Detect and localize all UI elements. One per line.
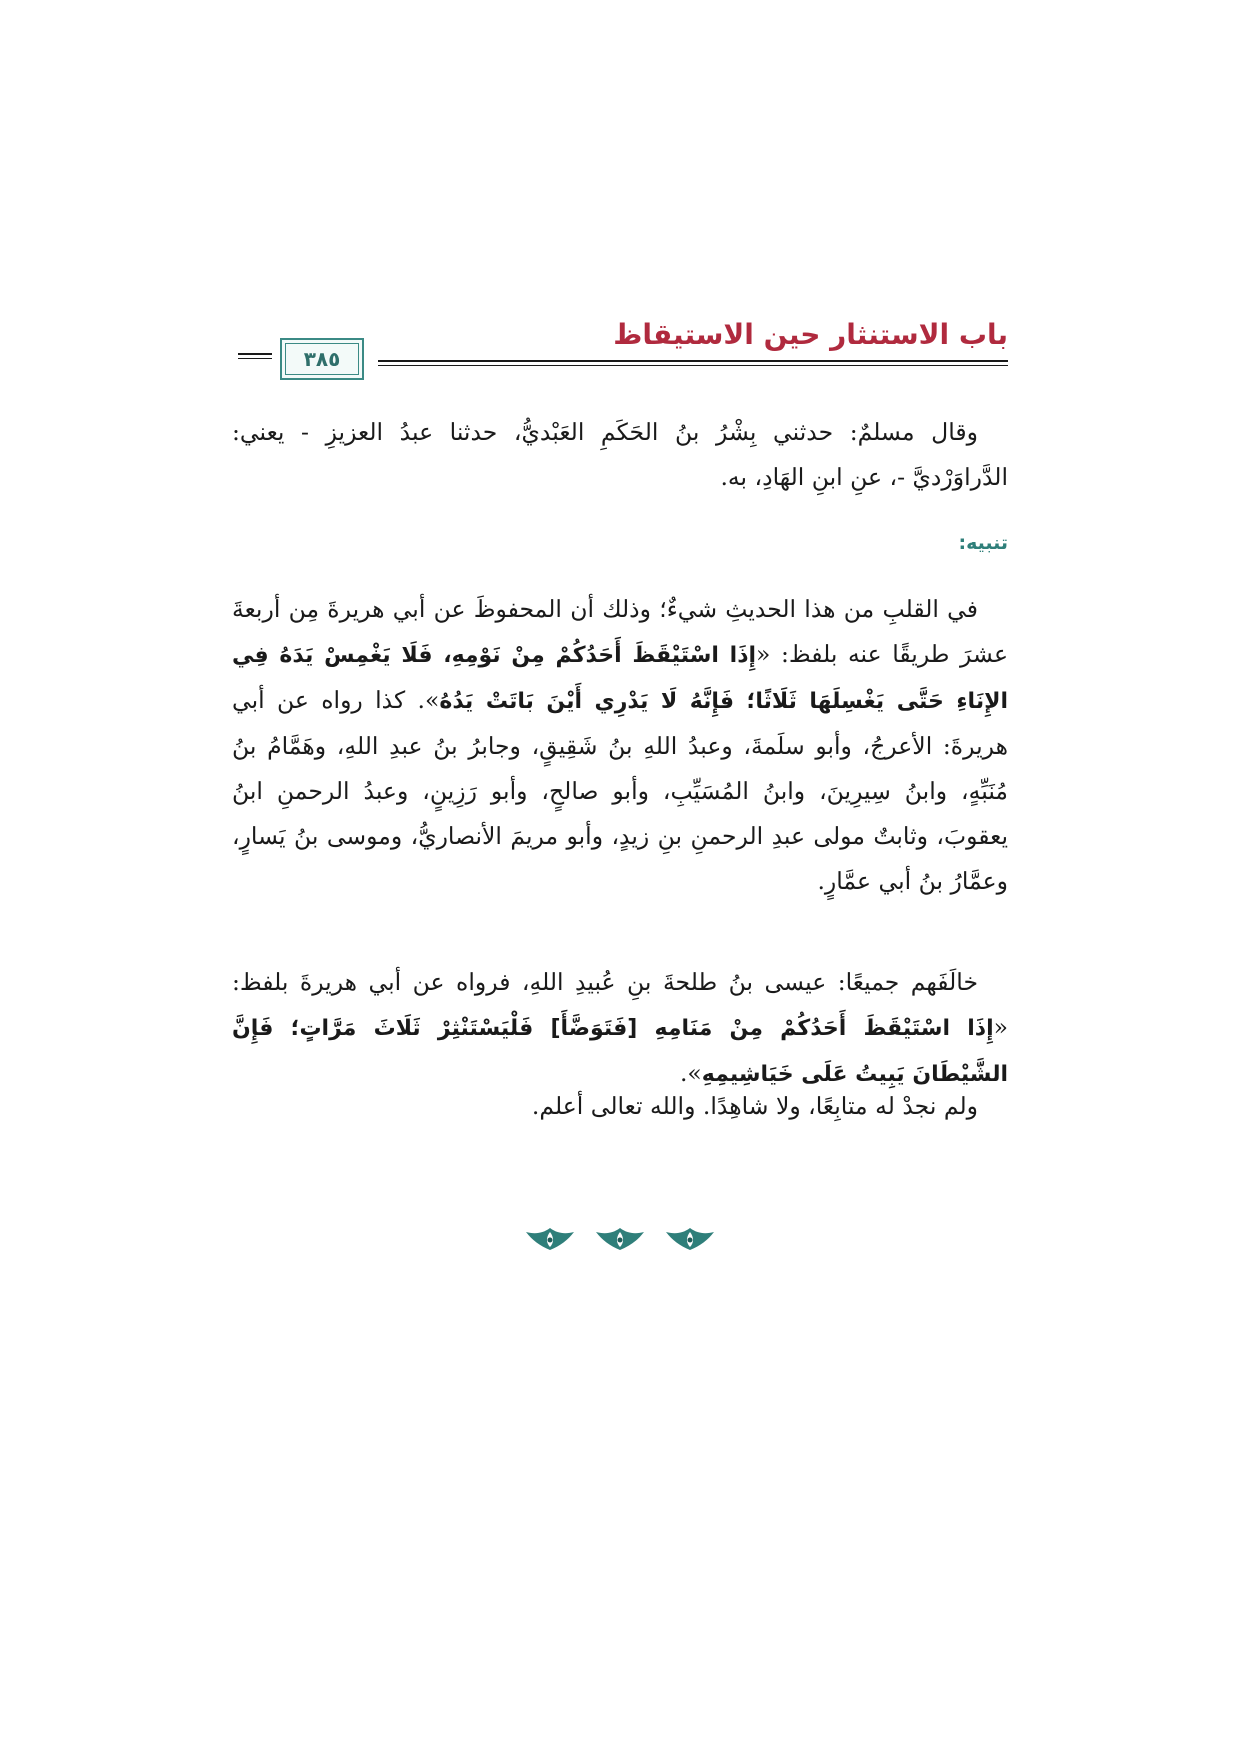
header-rule-right-top bbox=[378, 360, 1008, 362]
section-end-ornament bbox=[0, 1224, 1240, 1254]
note-heading: تنبيه: bbox=[958, 532, 1008, 554]
floral-ornament-icon bbox=[524, 1224, 576, 1254]
paragraph-divergence-intro: خالَفَهم جميعًا: عيسى بنُ طلحةَ بنِ عُبيدِ اللهِ، فرواه عن أبي هريرةَ بلفظ: « bbox=[232, 968, 1008, 1041]
page-number: ٣٨٥ bbox=[303, 347, 341, 371]
paragraph-isnad: وقال مسلمٌ: حدثني بِشْرُ بنُ الحَكَمِ العَبْديُّ، حدثنا عبدُ العزيزِ - يعني: الدَّراوَرْديَّ -، عنِ ابنِ الهَادِ، به. bbox=[232, 418, 1008, 491]
page-header bbox=[238, 318, 1008, 388]
paragraph-note bbox=[232, 587, 1008, 904]
paragraph-conclusion: ولم نجدْ له متابِعًا، ولا شاهِدًا. والله تعالى أعلم. bbox=[531, 1092, 978, 1120]
chapter-title: باب الاستنثار حين الاستيقاظ bbox=[613, 318, 1008, 351]
page-number-badge bbox=[280, 338, 364, 380]
paragraph-divergence bbox=[232, 960, 1008, 1097]
paragraph-note-narrators: ». كذا رواه عن أبي هريرةَ: الأعرجُ، وأبو سلَمةَ، وعبدُ اللهِ بنُ شَقِيقٍ، وجابرُ بنُ عبدِ اللهِ، وهَمَّامُ بنُ مُنَبِّهٍ، وابنُ سِيرِينَ، وابنُ المُسَيِّبِ، وأبو صالحٍ، وأبو رَزِينٍ، وعبدُ الرحمنِ ابنُ يعقوبَ، وثابتٌ مولى عبدِ الرحمنِ بنِ زيدٍ، وأبو مريمَ الأنصاريُّ، وموسى بنُ يَسارٍ، وعمَّارُ بنُ أبي عمَّارٍ. bbox=[232, 686, 1008, 895]
header-rule-left-top bbox=[238, 353, 272, 355]
paragraph-note-intro: في القلبِ من هذا الحديثِ شيءٌ؛ وذلك أن المحفوظَ عن أبي هريرةَ مِن أربعةَ عشرَ طريقًا عنه بلفظ: « bbox=[232, 595, 1008, 668]
header-rule-right-bottom bbox=[378, 365, 1008, 366]
paragraph-divergence-end: ». bbox=[679, 1059, 702, 1087]
header-rule-left-bottom bbox=[238, 358, 272, 359]
hadith-text: إِذَا اسْتَيْقَظَ أَحَدُكُمْ مِنْ نَوْمِهِ، فَلَا يَغْمِسْ يَدَهُ فِي الإِنَاءِ حَتَّى يَغْسِلَهَا ثَلَاثًا؛ فَإِنَّهُ لَا يَدْرِي أَيْنَ بَاتَتْ يَدُهُ bbox=[232, 643, 1009, 714]
floral-ornament-icon bbox=[594, 1224, 646, 1254]
floral-ornament-icon bbox=[664, 1224, 716, 1254]
hadith-text: إِذَا اسْتَيْقَظَ أَحَدُكُمْ مِنْ مَنَامِهِ [فَتَوَضَّأَ] فَلْيَسْتَنْثِرْ ثَلَاثَ مَرَّاتٍ؛ فَإِنَّ الشَّيْطَانَ يَبِيتُ عَلَى خَيَاشِيمِهِ bbox=[232, 1016, 1008, 1087]
